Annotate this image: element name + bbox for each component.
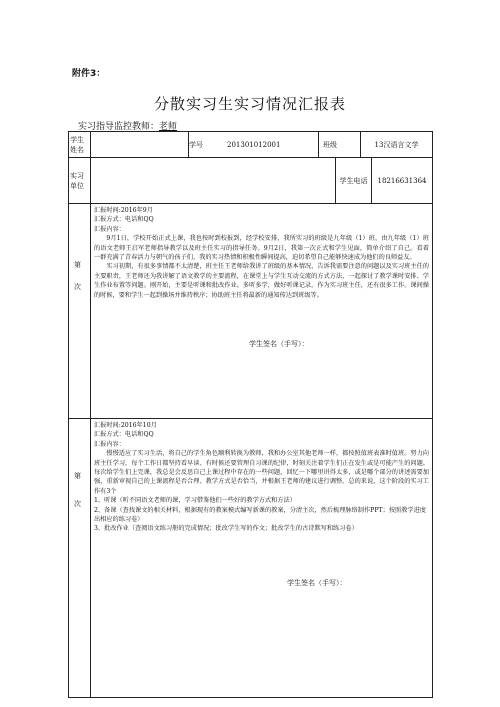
supervisor-value: 老师 (159, 122, 178, 132)
phone-value: 18216631364 (377, 176, 427, 185)
unit-label: 实习单位 (69, 158, 91, 203)
table-row-student-info (69, 132, 432, 158)
report-1-label-bottom: 次 (74, 283, 81, 291)
report-1-paragraph-1: 9月1日，学校开始正式上课，我也按时到校报到，经学校安排，我所实习的班级是九年级（1）班，由九年级（1）班的语文老师王启军老师指导教学以及班主任实习的指导任务。9月2日，我第一次正式和学生见面，简单介绍了自己。看着一群充满了青春活力与朝气的孩子们，我的实习热情和积极性瞬间提高，迫切希望自己能够快速成为他们的良师益友。 (94, 235, 429, 262)
report-2-content-label: 汇报内容： (94, 440, 125, 448)
report-2-method: 汇报方式：电话和QQ (94, 431, 154, 439)
report-1-paragraph-2: 实习初期，有很多事情都不太清楚，班主任王老师给我讲了班级的基本情况，告诉我需要注意的问题以及实习班主任的主要职责，王老师还为我讲解了语文教学的主要流程，在课堂上与学生互动交流的方式方法，一起探讨了教学课时安排、学生作业布置等问题。刚开始，主要是听课和批改作业。多听多学，做好听课记录。作为实习班主任，还有很多工作。课间操的时候，要和学生一起到操场并维持秩序；协助班主任将最新的通知传达到班级等。 (94, 263, 429, 299)
class-value: 13汉语言文学 (374, 140, 419, 149)
report-2-item-2: 2、备课（查找课文的相关材料，根据现有的教案模式编写新课的教案，分清主次，然后梳理脉络制作PPT；按照教学进度出相应的练习卷） (94, 506, 426, 524)
table-row-report-1 (69, 204, 432, 419)
report-2-item-3: 3、批改作业（查阅语文练习册的完成情况；批改学生写的作文；批改学生的古诗默写和练习卷） (94, 525, 358, 533)
report-2-time: 汇报时间:2016年10月 (94, 422, 157, 429)
report-1-signature-label: 学生签名（手写）： (249, 340, 309, 348)
report-2-label-bottom: 次 (74, 500, 81, 508)
attachment-label: 附件3： (72, 69, 106, 79)
report-table (68, 131, 433, 698)
class-label: 班级 (319, 132, 361, 157)
report-2-paragraph-1: 慢慢适应了实习生活，将自己的学生角色顺利转换为教师，我和办公室其他老师一样，都按照值班表准时值班。努力向班主任学习，每个工作日都坚持看早读、有时候还要管理自习课的纪律，时刻关注着学生们正在发生或是可能产生的问题。每次给学生们上完课，我总是会反思自己上课过程中存在的一些问题，回忆一下哪里讲得太多，或是哪个部分的讲述需要加强，重新审视自己的上课流程是否合理、教学方式是否恰当，并根据王老师的建议进行调整。总的来说，这个阶段的实习工作有3个 (94, 450, 429, 495)
report-1-content (91, 204, 432, 418)
report-2-label-top: 第 (74, 472, 81, 480)
student-name-label: 学生姓名 (69, 132, 91, 157)
table-row-unit-info (69, 158, 432, 204)
student-name-value (91, 132, 189, 157)
report-2-signature-label: 学生签名（手写）： (287, 579, 347, 587)
page-title: 分散实习生实习情况汇报表 (153, 95, 346, 113)
report-1-content-label: 汇报内容： (94, 225, 125, 233)
student-id-label: 学号 (189, 140, 203, 149)
unit-value (91, 158, 336, 203)
report-2-item-1: 1、听课（听不同语文老师的课，学习借鉴他们一些好的教学方式和方法） (94, 497, 296, 505)
report-1-time: 汇报时间:2016年9月 (94, 207, 153, 214)
student-id-cell (189, 132, 319, 157)
report-2-label (69, 419, 91, 697)
table-row-report-2 (69, 419, 432, 697)
student-id-value: 201301012001 (227, 140, 281, 149)
report-1-method: 汇报方式：电话和QQ (94, 216, 154, 224)
report-1-label-top: 第 (74, 261, 81, 269)
report-2-content (91, 419, 432, 697)
report-1-label (69, 204, 91, 418)
supervisor-label: 实习指导监控教师： (78, 122, 160, 132)
phone-label: 学生电话 (336, 158, 372, 203)
